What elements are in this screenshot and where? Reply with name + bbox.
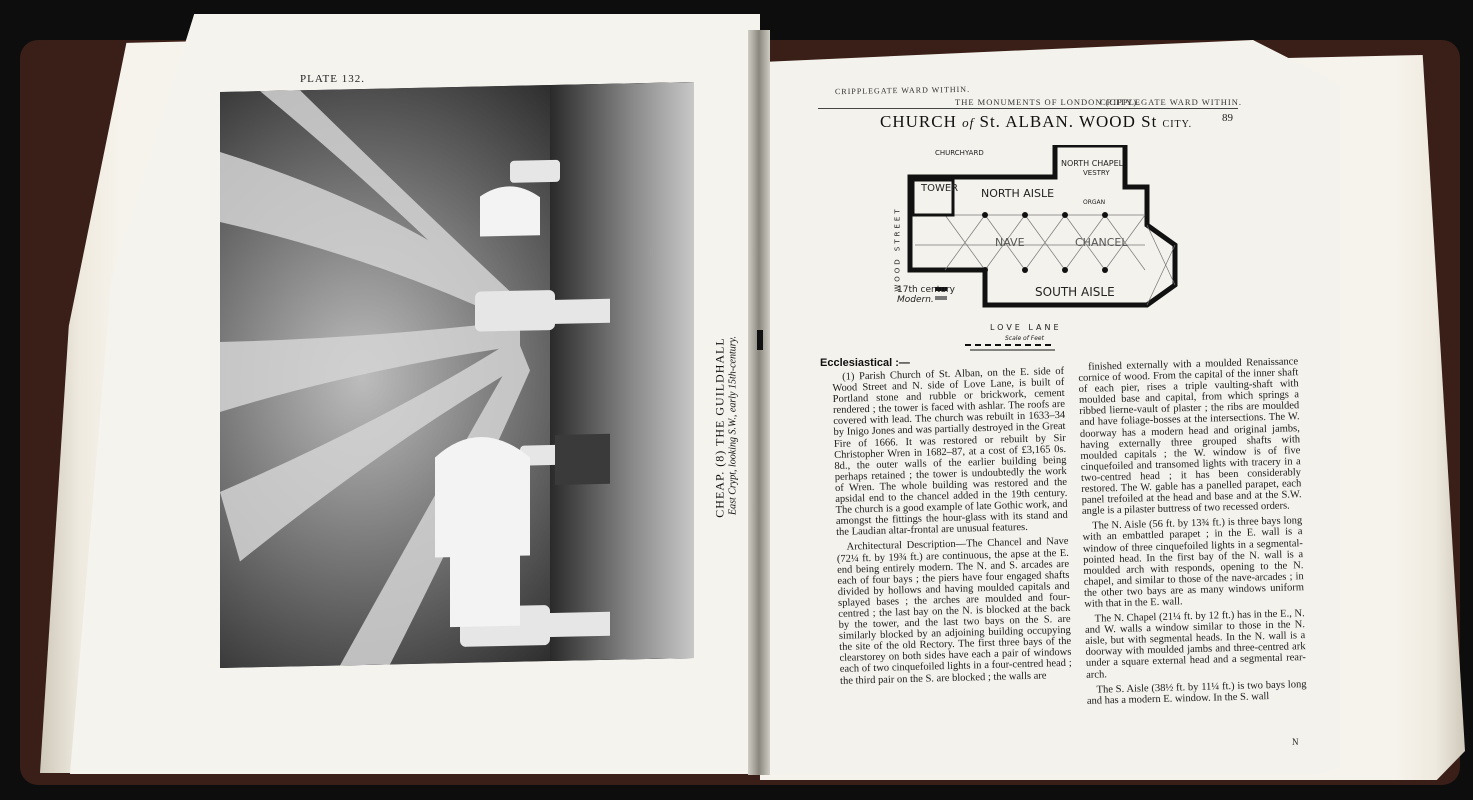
plate-label: PLATE 132.	[300, 73, 365, 85]
plan-label-nave: NAVE	[995, 236, 1025, 249]
plan-label-north-aisle: NORTH AISLE	[981, 187, 1055, 200]
running-head-right: CRIPPLEGATE WARD WITHIN.	[1100, 97, 1242, 107]
plan-label-chancel: CHANCEL	[1075, 236, 1128, 249]
plan-label-vestry: VESTRY	[1083, 169, 1110, 177]
spine-mark	[757, 330, 763, 350]
signature-mark: N	[1292, 737, 1299, 747]
crypt-photograph	[220, 82, 694, 668]
caption-subtitle: East Crypt, looking S.W., early 15th-century.	[727, 335, 739, 516]
paragraph: The N. Aisle (56 ft. by 13¾ ft.) is three bays long with an embattled parapet ; in the E. wall is a window of three cinquefoiled lights in a segmental-pointed head. In the first bay of the N. wall is a moulded arch with responds, opening to the N. chapel, and similar to those of the nave-arcades ; in the other two bays are as many windows uniform with that in the E. wall.	[1082, 515, 1305, 610]
plan-title-church: CHURCH	[880, 112, 957, 131]
paragraph: finished externally with a moulded Renaissance cornice of wood. From the capital of the inner shaft of each pier, rises a triple vaulting-shaft with moulded base and capital, from which springs a ribbed lierne-vault of plaster ; the ribs are moulded and have foliage-bosses at the intersections. The W. doorway has a modern head and original jambs, having externally three grouped shafts with moulded capitals ; the W. window is of five cinquefoiled and transomed lights with tracery in a two-centred head ; it has been considerably restored. The W. gable has a panelled parapet, each panel trefoiled at the head and base and at the S.W. angle is a pilaster buttress of two recessed orders.	[1078, 356, 1302, 518]
paragraph: Architectural Description—The Chancel and Nave (72¼ ft. by 19¾ ft.) are continuous, the apse at the E. end being entirely modern. The N. and S. arcades are each of four bays ; the piers have four engaged shafts divided by hollows and having moulded capitals and splayed bases ; the arches are moulded and four-centred ; the last bay on the N. is blocked at the back by the tower, and the last two bays on the S. are similarly blocked by an adjoining building occupying the site of the old Rectory. The first three bays of the clearstorey on both sides have each a pair of windows each of two cinquefoiled lights in a four-centred head ; the third pair on the S. are blocked ; the walls are	[836, 536, 1072, 687]
church-floor-plan	[885, 145, 1200, 360]
text-column-left	[832, 366, 1072, 691]
plan-label-churchyard: CHURCHYARD	[935, 149, 984, 157]
paragraph: (1) Parish Church of St. Alban, on the E. side of Wood Street and N. side of Love Lane, is built of Portland stone and rubble or brickwork, cement rendered ; the tower is faced with ashlar. The roofs are covered with lead. The church was rebuilt in 1633–34 by Inigo Jones and was partially destroyed in the Great Fire of 1666. It was restored or rebuilt by Sir Christopher Wren in 1682–87, at a cost of £3,165 0s. 8d., the outer walls of the earlier building being perhaps retained ; the tower is undoubtedly the work of Wren. The whole building was restored and the apsidal end to the chancel added in the 19th century. The church is a good example of late Gothic work, and amongst the fittings the hour-glass with its stand and the Laudian altar-frontal are unusual features.	[832, 365, 1068, 539]
plan-scale: Scale of Feet	[1005, 335, 1044, 342]
running-head-center: THE MONUMENTS OF LONDON (CITY).	[955, 97, 1141, 107]
caption-title: CHEAP. (8) THE GUILDHALL	[712, 337, 727, 518]
plan-title-city: CITY.	[1162, 119, 1193, 130]
plan-label-south-aisle: SOUTH AISLE	[1035, 285, 1115, 299]
plan-label-organ: ORGAN	[1083, 199, 1106, 206]
book-gutter	[748, 30, 770, 775]
header-rule	[818, 108, 1238, 109]
plan-title-street: WOOD St	[1078, 112, 1158, 131]
plan-label-love-lane: LOVE LANE	[990, 323, 1062, 332]
plan-title	[880, 112, 1192, 132]
plan-label-north-chapel: NORTH CHAPEL	[1061, 159, 1124, 168]
plan-label-tower: TOWER	[921, 183, 959, 194]
plan-title-name: St. ALBAN.	[979, 112, 1075, 131]
plan-label-wood-street: WOOD STREET	[893, 206, 902, 292]
photo-caption	[700, 280, 739, 580]
plan-title-of: of	[962, 115, 975, 130]
section-heading: Ecclesiastical :—	[820, 357, 910, 369]
paragraph: The N. Chapel (21¼ ft. by 12 ft.) has in the E., N. and W. walls a window similar to those in the N. aisle, but with segmental heads. In the N. wall is a doorway with moulded jambs and three-centred ark under a square external head and a segmental rear-arch.	[1084, 608, 1306, 681]
paragraph: The S. Aisle (38½ ft. by 11¼ ft.) is two bays long and has a modern E. window. In the S. wall	[1086, 678, 1307, 707]
plan-legend-17c: 17th century	[897, 285, 955, 295]
plan-legend-modern: Modern.	[897, 295, 934, 305]
text-column-right	[1078, 356, 1307, 710]
page-number: 89	[1222, 112, 1233, 124]
running-head-top: CRIPPLEGATE WARD WITHIN.	[834, 84, 971, 97]
